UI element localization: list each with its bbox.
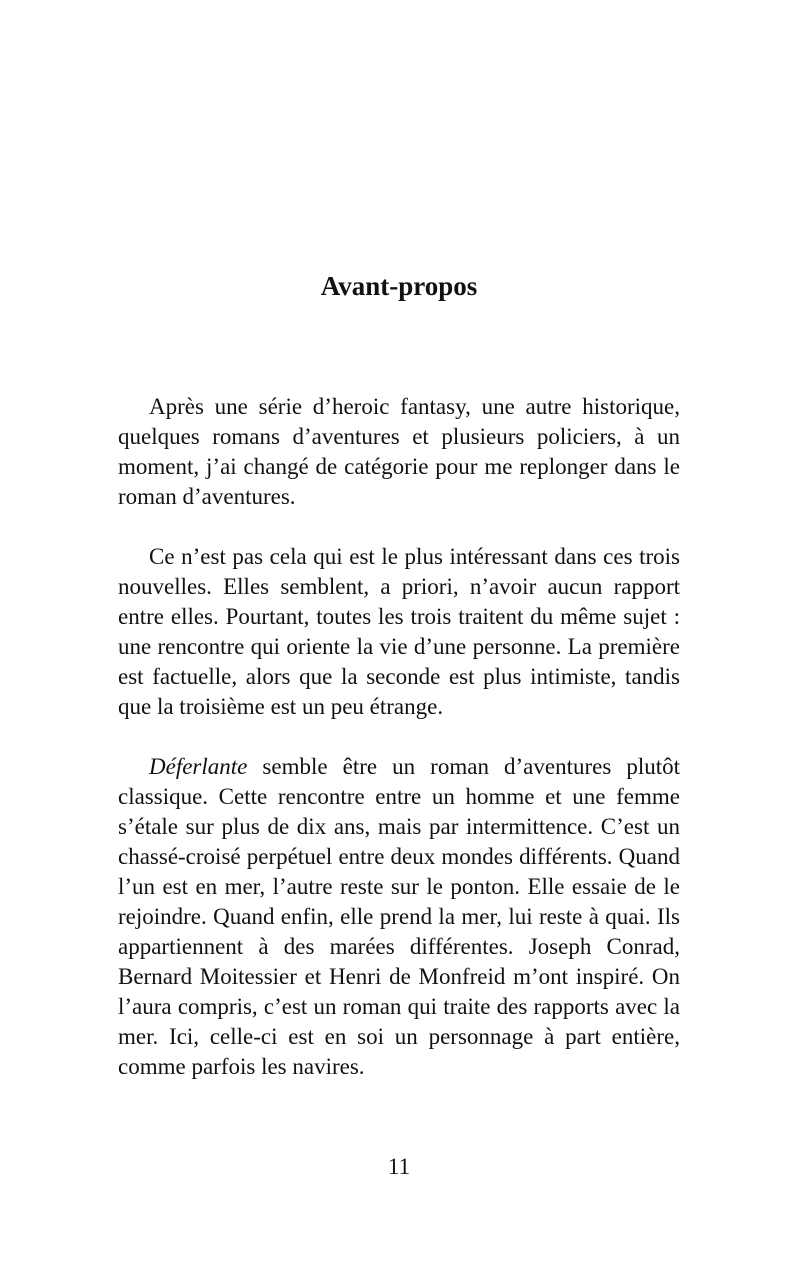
paragraph-2 <box>118 542 680 722</box>
paragraph-3-italic-title: Déferlante <box>149 754 248 779</box>
paragraph-2-text: Ce n’est pas cela qui est le plus intéressant dans ces trois nouvelles. Elles semblent, a priori, n’avoir aucun rapport entre elles. Pourtant, toutes les trois traitent du même sujet : une rencontre qui oriente la vie d’une personne. La première est factuelle, alors que la seconde est plus intimiste, tandis que la troisième est un peu étrange. <box>118 544 680 719</box>
page-number: 11 <box>387 1154 411 1179</box>
paragraph-1-text: Après une série d’heroic fantasy, une autre historique, quelques romans d’aventures et plusieurs policiers, à un moment, j’ai changé de catégorie pour me replonger dans le roman d’aventures. <box>118 394 680 509</box>
paragraph-3-text: semble être un roman d’aventures plutôt classique. Cette rencontre entre un homme et une femme s’étale sur plus de dix ans, mais par intermittence. C’est un chassé-croisé perpétuel entre deux mondes différents. Quand l’un est en mer, l’autre reste sur le ponton. Elle essaie de le rejoindre. Quand enfin, elle prend la mer, lui reste à quai. Ils appartiennent à des marées différentes. Joseph Conrad, Bernard Moitessier et Henri de Monfreid m’ont inspiré. On l’aura compris, c’est un roman qui traite des rapports avec la mer. Ici, celle-ci est en soi un personnage à part entière, comme parfois les navires. <box>118 754 680 1079</box>
body-text <box>118 392 680 1082</box>
paragraph-1 <box>118 392 680 512</box>
chapter-title: Avant-propos <box>320 271 478 301</box>
paragraph-3 <box>118 752 680 1082</box>
